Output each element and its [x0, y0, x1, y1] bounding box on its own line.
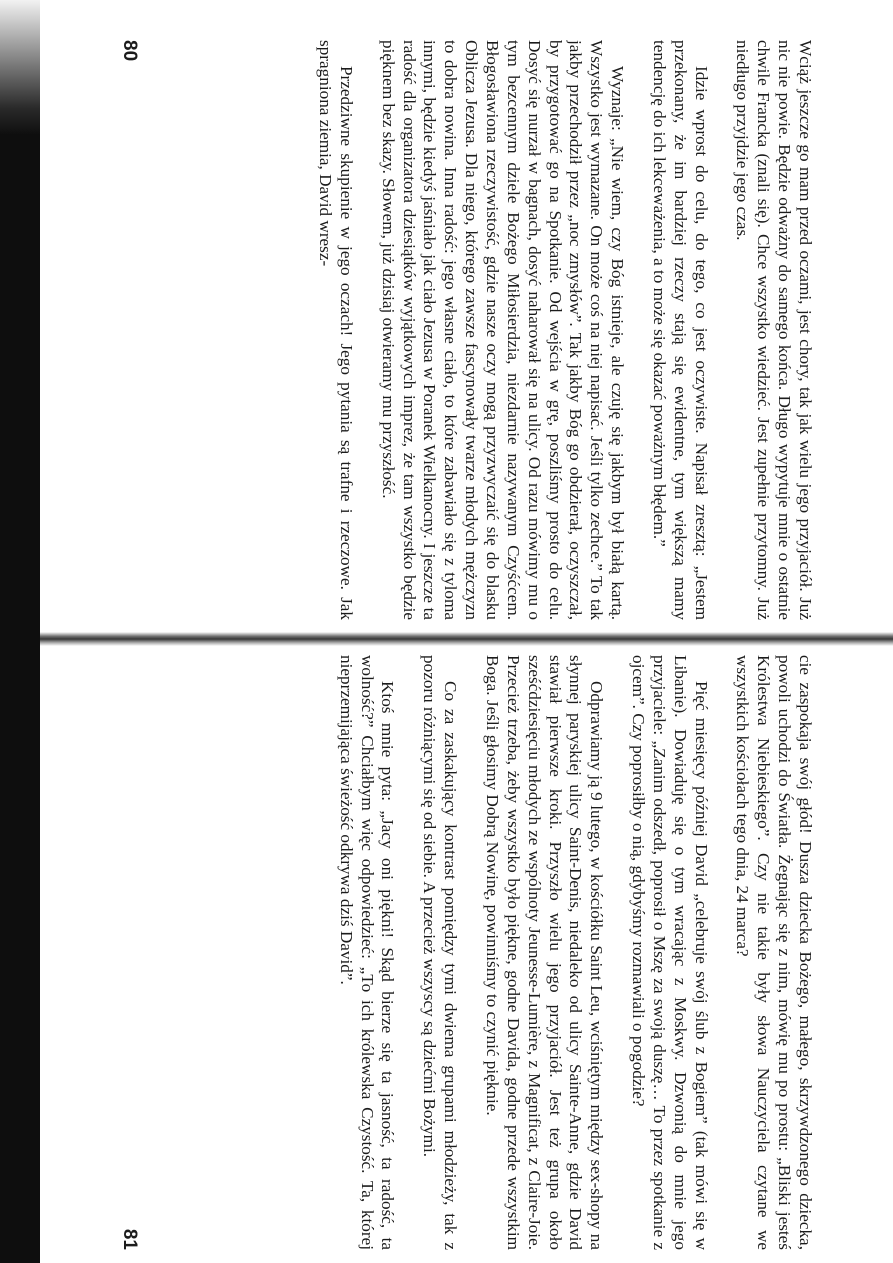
paragraph: Odprawiamy ją 9 lutego, w kościółku Saint Leu, wciśniętym między sex-shopy na słynnej paryskiej ulicy Saint-Denis, niedaleko od ulicy Sainte-Anne, gdzie David stawiał pierwsze kroki. Przyszło wielu jego przyjaciół. Jest też grupa około sześćdziesięciu młodych ze wspólnoty Jeunesse-Lumière, z Magnificat, z Claire-Joie. Przecież trzeba, żeby wszystko było piękne, godne Davida, godne przede wszystkim Boga. Jeśli głosimy Dobrą Nowinę, powinniśmy to czynić pięknie.: [483, 655, 607, 1250]
book-spine-shadow: [40, 632, 893, 646]
paragraph: Co za zaskakujący kontrast pomiędzy tymi dwiema grupami młodzieży, tak z pozoru różniącymi się od siebie. A przecież wszyscy są dziećmi Bożymi.: [420, 655, 461, 1250]
page-81-text: [143, 655, 815, 1250]
scan-edge-strip: [0, 0, 40, 1263]
paragraph: cie zaspokaja swój głód! Dusza dziecka Bożego, małego, skrzywdzonego dziecka, powoli uchodzi do Światła. Żegnając się z nim, mówię mu po prostu: „Bliski jesteś Królestwa Niebieskiego”. Czy nie takie były słowa Nauczyciela czytane we wszystkich kościołach tego dnia, 24 marca?: [733, 655, 815, 1250]
paragraph: Przedziwne skupienie w jego oczach! Jego pytania są trafne i rzeczowe. Jak spragniona ziemia, David wresz-: [316, 40, 356, 620]
paragraph: Idzie wprost do celu, do tego, co jest oczywiste. Napisał zresztą: „Jestem przekonany, że im bardziej rzeczy stają się ewidentne, tym większą mamy tendencję do ich lekceważenia, a to może się okazać poważnym błędem.”: [649, 40, 711, 620]
page-80-text: [143, 40, 815, 620]
paragraph: Wciąż jeszcze go mam przed oczami, jest chory, tak jak wielu jego przyjaciół. Już nic nie powie. Będzie odważny do samego końca. Długo wypytuje mnie o ostatnie chwile Francka (znali się). Chce wszystko wiedzieć. Jest zupełnie przytomny. Już niedługo przyjdzie jego czas.: [733, 40, 815, 620]
page-80: [118, 40, 815, 620]
paragraph: Ktoś mnie pyta: „Jacy oni piękni! Skąd bierze się ta jasność, ta radość, ta wolność?” Chciałbym więc odpowiedzieć: „To ich królewska Czystość. Ta, której nieprzemijająca świeżość odkrywa dziś David”.: [336, 655, 398, 1250]
scan-edge-fade: [0, 0, 40, 135]
page-81: [118, 655, 815, 1250]
page-number: 81: [118, 1228, 140, 1250]
page-number: 80: [118, 40, 140, 62]
paragraph: Pięć miesięcy później David „celebruje swój ślub z Bogiem” (tak mówi się w Libanie). Dowiaduję się o tym wracając z Moskwy. Dzwonią do mnie jego przyjaciele: „Zanim odszedł, poprosił o Mszę za swoją duszę… To przez spotkanie z ojcem”. Czy poprosiłby o nią, gdybyśmy rozmawiali o pogodzie?: [629, 655, 711, 1250]
paragraph: Wyznaje: „Nie wiem, czy Bóg istnieje, ale czuję się jakbym był białą kartą. Wszystko jest wymazane. On może coś na niej napisać. Jeśli tylko zechce.” To tak jakby przechodził przez „noc zmysłów”. Tak jakby Bóg go obdzierał, oczyszczał, by przygotować go na Spotkanie. Od wejścia w grę, poszliśmy prosto do celu. Dosyć się nurzał w bagnach, dosyć naharował się na ulicy. Od razu mówimy mu o tym bezcennym dziele Bożego Miłosierdzia, niezdarnie nazywanym Czyśćcem. Błogosławiona rzeczywistość, gdzie nasze oczy mogą przyzwyczaić się do blasku Oblicza Jezusa. Dla niego, którego zawsze fascynowały twarze młodych mężczyzn to dobra nowina. Inna radość: jego własne ciało, to które zabawiało się z tyloma innymi, będzie kiedyś jaśniało jak ciało Jezusa w Poranek Wielkanocny. I jeszcze ta radość dla organizatora dziesiątków wyjątkowych imprez, że tam wszystko będzie pięknem bez skazy. Słowem, już dzisiaj otwieramy mu przyszłość.: [378, 40, 628, 620]
